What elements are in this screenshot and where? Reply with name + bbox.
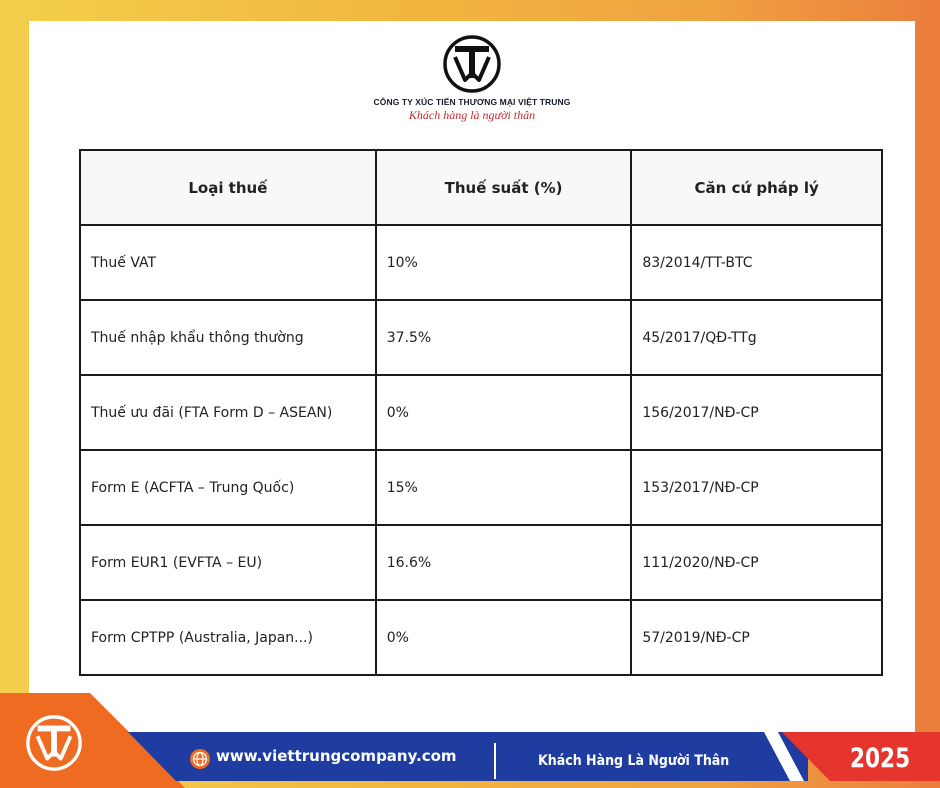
footer-logo-icon <box>24 713 84 773</box>
footer-banner <box>0 693 940 788</box>
company-slogan: Khách hàng là người thân <box>408 108 536 122</box>
cell-tax-rate: 0% <box>376 375 632 450</box>
cell-legal-basis: 57/2019/NĐ-CP <box>631 600 882 675</box>
table-row <box>80 300 882 375</box>
cell-tax-type: Form E (ACFTA – Trung Quốc) <box>80 450 376 525</box>
table-row <box>80 525 882 600</box>
cell-tax-rate: 10% <box>376 225 632 300</box>
table-row <box>80 225 882 300</box>
cell-tax-rate: 0% <box>376 600 632 675</box>
globe-icon <box>189 748 211 770</box>
table-header-row <box>80 150 882 225</box>
cell-legal-basis: 156/2017/NĐ-CP <box>631 375 882 450</box>
cell-legal-basis: 153/2017/NĐ-CP <box>631 450 882 525</box>
footer-tagline: Khách Hàng Là Người Thân <box>538 753 730 769</box>
website-link[interactable]: www.viettrungcompany.com <box>216 747 457 765</box>
company-name: CÔNG TY XÚC TIẾN THƯƠNG MẠI VIỆT TRUNG <box>373 97 571 107</box>
table-row <box>80 375 882 450</box>
table-row <box>80 600 882 675</box>
cell-legal-basis: 83/2014/TT-BTC <box>631 225 882 300</box>
footer-year: 2025 <box>850 743 911 774</box>
header-tax-rate: Thuế suất (%) <box>376 150 632 225</box>
header-legal-basis: Căn cứ pháp lý <box>631 150 882 225</box>
company-header <box>359 33 585 123</box>
footer-divider <box>494 743 496 779</box>
cell-tax-type: Thuế ưu đãi (FTA Form D – ASEAN) <box>80 375 376 450</box>
cell-tax-rate: 16.6% <box>376 525 632 600</box>
content-card <box>29 21 915 733</box>
header-tax-type: Loại thuế <box>80 150 376 225</box>
viet-trung-logo-icon <box>441 33 503 95</box>
cell-legal-basis: 111/2020/NĐ-CP <box>631 525 882 600</box>
cell-tax-type: Form EUR1 (EVFTA – EU) <box>80 525 376 600</box>
cell-tax-type: Form CPTPP (Australia, Japan...) <box>80 600 376 675</box>
cell-tax-type: Thuế nhập khẩu thông thường <box>80 300 376 375</box>
cell-legal-basis: 45/2017/QĐ-TTg <box>631 300 882 375</box>
cell-tax-type: Thuế VAT <box>80 225 376 300</box>
cell-tax-rate: 15% <box>376 450 632 525</box>
cell-tax-rate: 37.5% <box>376 300 632 375</box>
table-row <box>80 450 882 525</box>
tax-table <box>79 149 883 676</box>
